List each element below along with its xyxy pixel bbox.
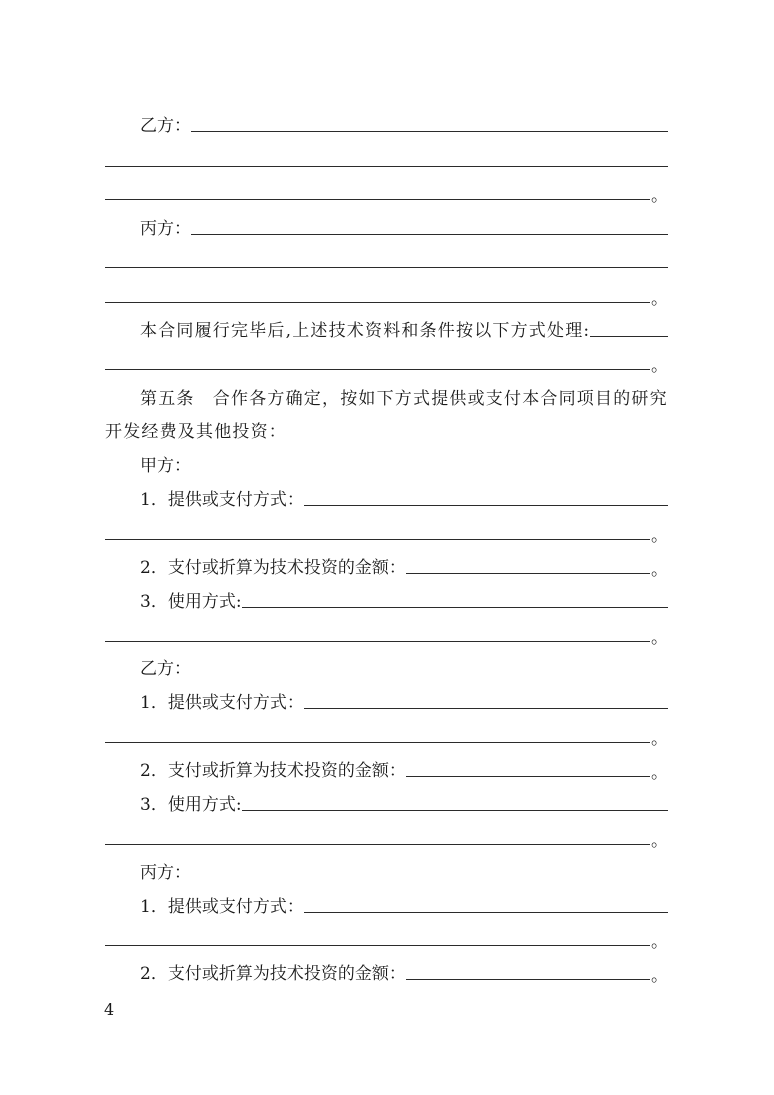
after-completion-line — [140, 309, 668, 343]
party-b-amount-line — [140, 749, 668, 783]
party-c-provide-line-2 — [105, 918, 668, 952]
party-c-provide-blank[interactable] — [304, 912, 668, 913]
article5-heading-1: 第五条 合作各方确定，按如下方式提供或支付本合同项目的研究 — [140, 389, 668, 409]
period: 。 — [651, 356, 668, 376]
party-a-usage-line-2 — [105, 614, 668, 648]
period: 。 — [651, 831, 668, 851]
party-b-label: 乙方： — [140, 116, 191, 136]
party-b-heading — [140, 647, 668, 681]
usage-label: 3．使用方式: — [140, 795, 242, 815]
party-c-heading-label: 丙方： — [140, 863, 191, 883]
party-b-line-3 — [105, 172, 668, 206]
party-c-blank-1[interactable] — [191, 234, 668, 235]
party-c-line-2 — [105, 240, 668, 274]
provide-label: 1．提供或支付方式： — [140, 897, 304, 917]
period: 。 — [651, 966, 668, 986]
period: 。 — [651, 729, 668, 749]
party-c-blank-3[interactable] — [105, 302, 650, 303]
party-c-line-3 — [105, 275, 668, 309]
provide-label: 1．提供或支付方式： — [140, 693, 304, 713]
usage-label: 3．使用方式: — [140, 592, 242, 612]
party-c-provide-line — [140, 885, 668, 919]
party-b-heading-label: 乙方： — [140, 659, 191, 679]
party-b-provide-blank-2[interactable] — [105, 742, 650, 743]
after-completion-blank[interactable] — [590, 336, 668, 337]
party-a-usage-blank-2[interactable] — [105, 641, 650, 642]
party-b-provide-line — [140, 681, 668, 715]
party-c-provide-blank-2[interactable] — [105, 945, 650, 946]
party-a-provide-blank-2[interactable] — [105, 539, 650, 540]
period: 。 — [651, 763, 668, 783]
period: 。 — [651, 186, 668, 206]
party-b-line-1 — [140, 104, 668, 138]
period: 。 — [651, 560, 668, 580]
period: 。 — [651, 526, 668, 546]
article5-heading-line-2 — [105, 410, 668, 444]
party-b-usage-line — [140, 783, 668, 817]
party-a-provide-line — [140, 478, 668, 512]
party-c-label: 丙方： — [140, 219, 191, 239]
party-b-provide-line-2 — [105, 715, 668, 749]
party-a-label: 甲方： — [140, 456, 191, 476]
period: 。 — [651, 932, 668, 952]
amount-label: 2．支付或折算为技术投资的金额： — [140, 964, 406, 984]
after-completion-text: 本合同履行完毕后,上述技术资料和条件按以下方式处理: — [140, 321, 591, 341]
party-b-line-2 — [105, 139, 668, 173]
party-a-amount-line — [140, 546, 668, 580]
party-b-blank-1[interactable] — [191, 131, 668, 132]
party-b-amount-blank[interactable] — [406, 776, 650, 777]
page-number: 4 — [104, 1000, 115, 1019]
article5-heading-2: 开发经费及其他投资： — [105, 422, 287, 442]
party-c-line-1 — [140, 207, 668, 241]
after-completion-line-2 — [105, 342, 668, 376]
period: 。 — [651, 628, 668, 648]
article5-heading-line-1 — [140, 377, 668, 411]
party-a-provide-line-2 — [105, 512, 668, 546]
party-a-amount-blank[interactable] — [406, 573, 650, 574]
party-b-usage-line-2 — [105, 817, 668, 851]
after-completion-blank-2[interactable] — [105, 369, 650, 370]
party-b-blank-3[interactable] — [105, 199, 650, 200]
party-c-amount-line — [140, 952, 668, 986]
party-b-provide-blank[interactable] — [304, 708, 668, 709]
amount-label: 2．支付或折算为技术投资的金额： — [140, 558, 406, 578]
party-c-blank-2[interactable] — [105, 267, 668, 268]
amount-label: 2．支付或折算为技术投资的金额： — [140, 761, 406, 781]
party-a-provide-blank[interactable] — [304, 505, 668, 506]
party-c-heading — [140, 851, 668, 885]
party-a-usage-blank[interactable] — [242, 607, 668, 608]
party-a-usage-line — [140, 580, 668, 614]
party-b-blank-2[interactable] — [105, 166, 668, 167]
period: 。 — [651, 289, 668, 309]
party-b-usage-blank-2[interactable] — [105, 844, 650, 845]
party-a-heading — [140, 444, 668, 478]
party-c-amount-blank[interactable] — [406, 979, 650, 980]
party-b-usage-blank[interactable] — [242, 810, 668, 811]
provide-label: 1．提供或支付方式： — [140, 490, 304, 510]
